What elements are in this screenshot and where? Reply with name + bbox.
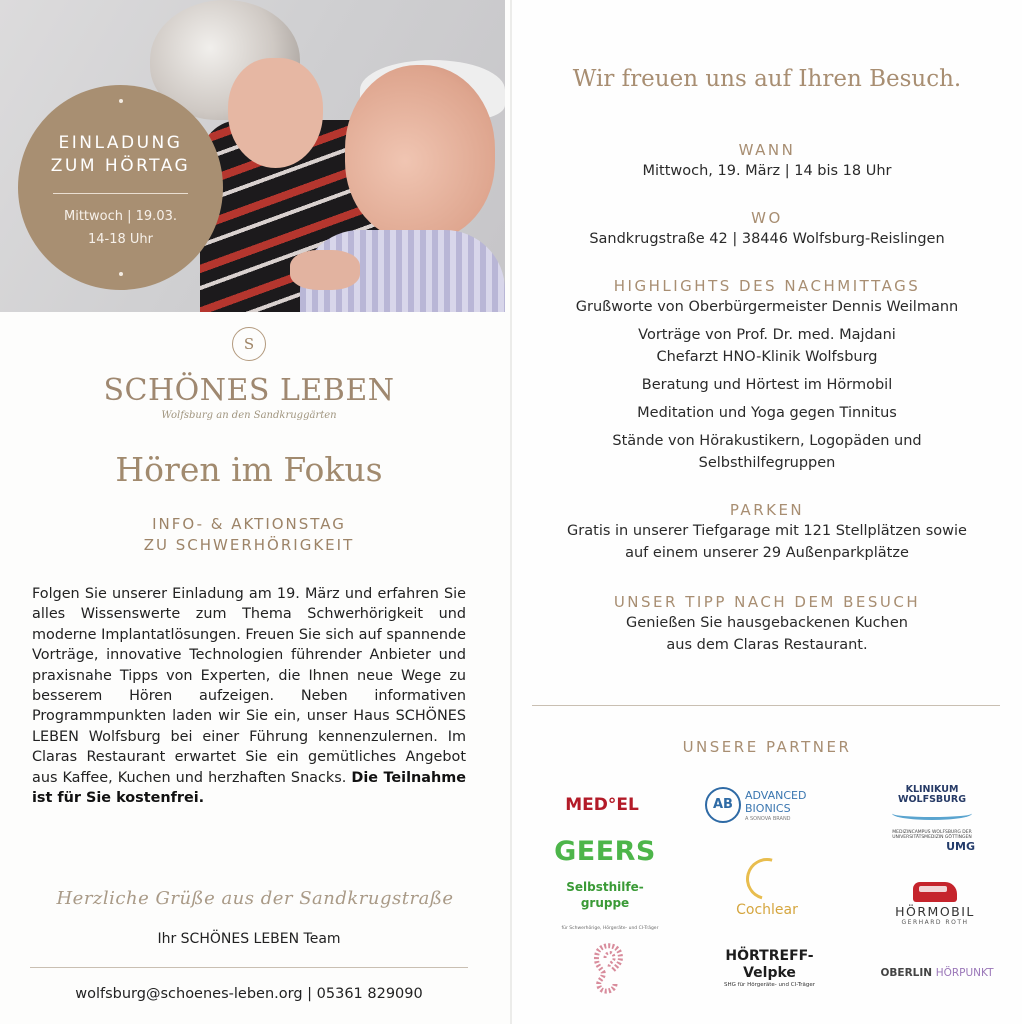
section-wo: WO Sandkrugstraße 42 | 38446 Wolfsburg-Reislingen (589, 209, 945, 247)
section-wann: WANN Mittwoch, 19. März | 14 bis 18 Uhr (642, 141, 892, 179)
welcome-title: Wir freuen uns auf Ihren Besuch. (572, 66, 962, 92)
section-tipp: UNSER TIPP NACH DEM BESUCH Genießen Sie hausgebackenen Kuchen aus dem Claras Restaurant. (613, 593, 921, 653)
invitation-right-panel (512, 0, 1022, 1024)
team-signature: Ihr SCHÖNES LEBEN Team (157, 931, 341, 947)
brand-logo-mark: S (232, 327, 266, 361)
klinikum-wolfsburg-logo: KLINIKUM WOLFSBURG MEDIZINCAMPUS WOLFSBURG DER UNIVERSITÄTSMEDIZIN GÖTTINGEN UMG (892, 784, 975, 853)
highlight-item: Stände von Hörakustikern, Logopäden und (612, 433, 922, 449)
divider (532, 705, 1000, 706)
section-parken: PARKEN Gratis in unserer Tiefgarage mit 121 Stellplätzen sowie auf einem unserer 29 Außenparkplätze (567, 501, 967, 561)
selbsthilfegruppe-tagline: für Schwerhörige, Hörgeräte- und CI-Träger (561, 926, 659, 931)
greeting-script: Herzliche Grüße aus der Sandkrugstraße (56, 888, 454, 909)
brand-name: SCHÖNES LEBEN (103, 373, 395, 408)
contact-line: wolfsburg@schoenes-leben.org | 05361 829090 (75, 986, 423, 1002)
badge-dot-bottom (119, 272, 123, 276)
badge-divider (53, 193, 188, 194)
highlight-item: Selbsthilfegruppen (698, 455, 836, 471)
highlight-item: Beratung und Hörtest im Hörmobil (641, 377, 893, 393)
highlight-item: Meditation und Yoga gegen Tinnitus (637, 405, 897, 421)
highlight-item: Chefarzt HNO-Klinik Wolfsburg (656, 349, 878, 365)
badge-title: EINLADUNG ZUM HÖRTAG (50, 133, 191, 176)
body-bold-note: Die Teilnahme ist für Sie kostenfrei. (32, 769, 467, 807)
selbsthilfegruppe-logo: Selbsthilfe- gruppe (566, 880, 644, 910)
body-text: Folgen Sie unserer Einladung am 19. März und erfahren Sie alles Wissenswerte zum Thema Schwerhörigkeit und moderne Implantatlösungen. Freuen Sie sich auf spannende Vorträge, innovative Technologien führender Anbieter und praxisnahe Tipps von Experten, die Ihnen neue Wege zu besserem Hören aufzeigen. Neben informativen Programmpunkten laden wir Sie ein, unser Haus SCHÖNES LEBEN Wolfsburg bei einer Führung kennenzulernen. Im Claras Restaurant erwartet Sie ein gemütliches Angebot aus Kaffee, Kuchen und herzhaften Snacks. Die Teilnahme ist für Sie kostenfrei. (32, 586, 467, 807)
section-highlights: HIGHLIGHTS DES NACHMITTAGS Grußworte von Oberbürgermeister Dennis Weilmann Vorträge von Prof. Dr. med. Majdani Chefarzt HNO-Klinik Wolfsburg Beratung und Hörtest im Hörmobil Meditation und Yoga gegen Tinnitus Stände von Hörakustikern, Logopäden und Selbsthilfegruppen (512, 276, 1022, 474)
ear-icon (587, 940, 627, 995)
hoertreff-velpke-logo: HÖRTREFF- Velpke SHG für Hörgeräte- und CI-Träger (724, 948, 815, 988)
medel-logo: MED°EL (565, 795, 639, 815)
badge-date: Mittwoch | 19.03. 14-18 Uhr (64, 209, 177, 247)
cochlear-icon (738, 850, 795, 907)
partners-heading: UNSERE PARTNER (682, 738, 852, 756)
advanced-bionics-logo: AB ADVANCED BIONICS A SONOVA BRAND (705, 785, 835, 825)
cochlear-logo: Cochlear (712, 858, 822, 918)
subheadline: INFO- & AKTIONSTAG ZU SCHWERHÖRIGKEIT (143, 515, 355, 554)
badge-dot-top (119, 99, 123, 103)
highlight-item: Vorträge von Prof. Dr. med. Majdani (638, 327, 896, 343)
brand-subtitle: Wolfsburg an den Sandkruggärten (161, 410, 337, 421)
divider (30, 967, 468, 968)
invitation-badge (18, 85, 223, 290)
geers-logo: GEERS (554, 836, 656, 867)
highlight-item: Grußworte von Oberbürgermeister Dennis Weilmann (575, 299, 959, 315)
hoermobil-logo: HÖRMOBIL GERHARD ROTH (880, 882, 990, 926)
headline: Hören im Fokus (115, 450, 383, 489)
van-icon (913, 882, 957, 902)
oberlin-hoerpunkt-logo: OBERLIN HÖRPUNKT (880, 967, 994, 979)
invitation-left-panel (0, 0, 510, 1024)
